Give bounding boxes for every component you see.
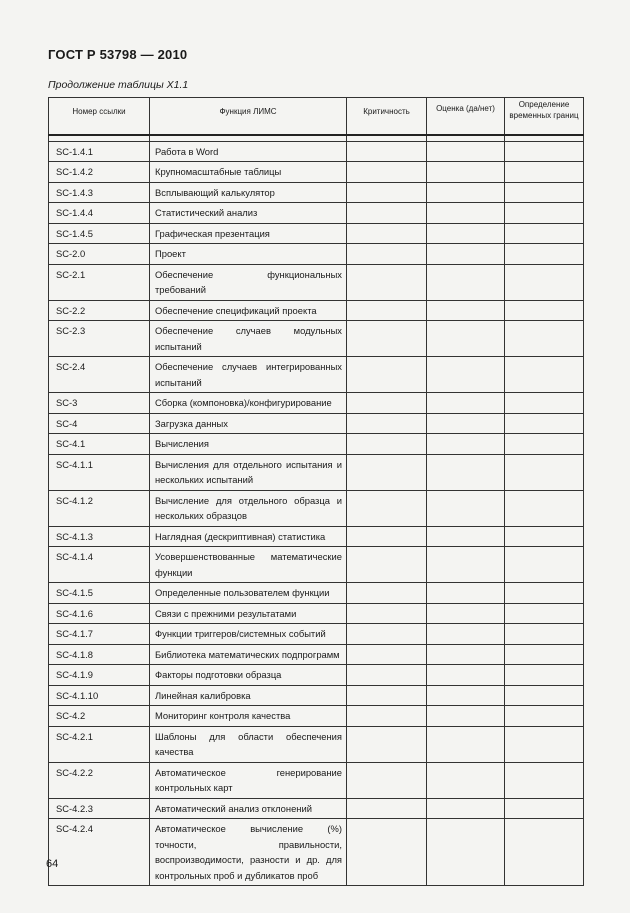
criticality-cell <box>347 223 427 244</box>
assessment-cell <box>427 583 505 604</box>
ref-cell: SC-4.1.2 <box>49 490 150 526</box>
assessment-cell <box>427 644 505 665</box>
ref-cell: SC-3 <box>49 393 150 414</box>
criticality-cell <box>347 665 427 686</box>
assessment-cell <box>427 244 505 265</box>
ref-cell: SC-2.4 <box>49 357 150 393</box>
table-row <box>49 300 584 321</box>
table-row <box>49 264 584 300</box>
criticality-cell <box>347 526 427 547</box>
table-row <box>49 798 584 819</box>
assessment-cell <box>427 547 505 583</box>
column-header-assessment: Оценка (да/нет) <box>427 98 505 135</box>
time-limits-cell <box>505 162 584 183</box>
time-limits-cell <box>505 583 584 604</box>
time-limits-cell <box>505 762 584 798</box>
table-row <box>49 706 584 727</box>
table-row <box>49 644 584 665</box>
assessment-cell <box>427 624 505 645</box>
table-row <box>49 203 584 224</box>
function-cell: Связи с прежними результатами <box>150 603 347 624</box>
table-header-row <box>49 98 584 135</box>
ref-cell: SC-2.2 <box>49 300 150 321</box>
ref-cell: SC-4.1.6 <box>49 603 150 624</box>
table-row <box>49 357 584 393</box>
assessment-cell <box>427 454 505 490</box>
function-cell: Определенные пользователем функции <box>150 583 347 604</box>
column-header-time-limits: Определение временных границ <box>505 98 584 135</box>
table-row <box>49 434 584 455</box>
ref-cell: SC-1.4.2 <box>49 162 150 183</box>
function-cell: Наглядная (дескриптивная) статистика <box>150 526 347 547</box>
assessment-cell <box>427 685 505 706</box>
page-number: 64 <box>46 858 59 870</box>
time-limits-cell <box>505 644 584 665</box>
time-limits-cell <box>505 264 584 300</box>
ref-cell: SC-4.2.2 <box>49 762 150 798</box>
time-limits-cell <box>505 547 584 583</box>
table-row <box>49 244 584 265</box>
table-row <box>49 665 584 686</box>
function-cell: Графическая презентация <box>150 223 347 244</box>
assessment-cell <box>427 798 505 819</box>
time-limits-cell <box>505 726 584 762</box>
assessment-cell <box>427 603 505 624</box>
ref-cell: SC-4.1.3 <box>49 526 150 547</box>
table-row <box>49 624 584 645</box>
function-cell: Обеспечение спецификаций проекта <box>150 300 347 321</box>
table-row <box>49 726 584 762</box>
ref-cell: SC-4 <box>49 413 150 434</box>
ref-cell: SC-4.2.4 <box>49 819 150 886</box>
criticality-cell <box>347 393 427 414</box>
time-limits-cell <box>505 454 584 490</box>
time-limits-cell <box>505 244 584 265</box>
criticality-cell <box>347 141 427 162</box>
criticality-cell <box>347 490 427 526</box>
function-cell: Шаблоны для области обеспечения качества <box>150 726 347 762</box>
criticality-cell <box>347 726 427 762</box>
table-row <box>49 583 584 604</box>
assessment-cell <box>427 490 505 526</box>
function-cell: Вычисление для отдельного образца и нескольких образцов <box>150 490 347 526</box>
ref-cell: SC-4.1.8 <box>49 644 150 665</box>
time-limits-cell <box>505 526 584 547</box>
table-row <box>49 393 584 414</box>
assessment-cell <box>427 357 505 393</box>
ref-cell: SC-4.1.4 <box>49 547 150 583</box>
ref-cell: SC-1.4.4 <box>49 203 150 224</box>
criticality-cell <box>347 454 427 490</box>
time-limits-cell <box>505 321 584 357</box>
column-header-ref: Номер ссылки <box>49 98 150 135</box>
assessment-cell <box>427 321 505 357</box>
function-cell: Автоматическое генерирование контрольных карт <box>150 762 347 798</box>
criticality-cell <box>347 798 427 819</box>
table-row <box>49 603 584 624</box>
assessment-cell <box>427 665 505 686</box>
function-cell: Работа в Word <box>150 141 347 162</box>
ref-cell: SC-4.2 <box>49 706 150 727</box>
criticality-cell <box>347 603 427 624</box>
time-limits-cell <box>505 223 584 244</box>
criticality-cell <box>347 685 427 706</box>
document-header: ГОСТ Р 53798 — 2010 <box>48 47 188 62</box>
ref-cell: SC-4.2.1 <box>49 726 150 762</box>
ref-cell: SC-4.1 <box>49 434 150 455</box>
assessment-cell <box>427 413 505 434</box>
ref-cell: SC-1.4.5 <box>49 223 150 244</box>
ref-cell: SC-4.2.3 <box>49 798 150 819</box>
function-cell: Крупномасштабные таблицы <box>150 162 347 183</box>
assessment-cell <box>427 434 505 455</box>
function-cell: Факторы подготовки образца <box>150 665 347 686</box>
assessment-cell <box>427 162 505 183</box>
time-limits-cell <box>505 203 584 224</box>
function-cell: Усовершенствованные математические функции <box>150 547 347 583</box>
time-limits-cell <box>505 685 584 706</box>
column-header-function: Функция ЛИМС <box>150 98 347 135</box>
time-limits-cell <box>505 357 584 393</box>
lims-table <box>48 97 584 886</box>
assessment-cell <box>427 300 505 321</box>
ref-cell: SC-2.0 <box>49 244 150 265</box>
assessment-cell <box>427 182 505 203</box>
criticality-cell <box>347 819 427 886</box>
criticality-cell <box>347 162 427 183</box>
time-limits-cell <box>505 413 584 434</box>
ref-cell: SC-2.1 <box>49 264 150 300</box>
time-limits-cell <box>505 434 584 455</box>
assessment-cell <box>427 819 505 886</box>
function-cell: Сборка (компоновка)/конфигурирование <box>150 393 347 414</box>
criticality-cell <box>347 244 427 265</box>
function-cell: Обеспечение случаев интегрированных испытаний <box>150 357 347 393</box>
criticality-cell <box>347 624 427 645</box>
time-limits-cell <box>505 624 584 645</box>
assessment-cell <box>427 203 505 224</box>
table-caption: Продолжение таблицы Х1.1 <box>48 79 189 91</box>
function-cell: Мониторинг контроля качества <box>150 706 347 727</box>
criticality-cell <box>347 762 427 798</box>
table-row <box>49 321 584 357</box>
column-header-criticality: Критичность <box>347 98 427 135</box>
ref-cell: SC-4.1.1 <box>49 454 150 490</box>
time-limits-cell <box>505 141 584 162</box>
function-cell: Обеспечение случаев модульных испытаний <box>150 321 347 357</box>
criticality-cell <box>347 203 427 224</box>
criticality-cell <box>347 644 427 665</box>
function-cell: Проект <box>150 244 347 265</box>
assessment-cell <box>427 726 505 762</box>
table-row <box>49 547 584 583</box>
time-limits-cell <box>505 798 584 819</box>
criticality-cell <box>347 413 427 434</box>
assessment-cell <box>427 141 505 162</box>
function-cell: Библиотека математических подпрограмм <box>150 644 347 665</box>
time-limits-cell <box>505 665 584 686</box>
function-cell: Загрузка данных <box>150 413 347 434</box>
criticality-cell <box>347 300 427 321</box>
function-cell: Автоматический анализ отклонений <box>150 798 347 819</box>
time-limits-cell <box>505 182 584 203</box>
function-cell: Всплывающий калькулятор <box>150 182 347 203</box>
table-row <box>49 182 584 203</box>
table-row <box>49 685 584 706</box>
criticality-cell <box>347 264 427 300</box>
table-row <box>49 413 584 434</box>
time-limits-cell <box>505 603 584 624</box>
ref-cell: SC-4.1.10 <box>49 685 150 706</box>
time-limits-cell <box>505 819 584 886</box>
criticality-cell <box>347 583 427 604</box>
time-limits-cell <box>505 300 584 321</box>
assessment-cell <box>427 223 505 244</box>
criticality-cell <box>347 357 427 393</box>
table-row <box>49 454 584 490</box>
criticality-cell <box>347 182 427 203</box>
criticality-cell <box>347 547 427 583</box>
function-cell: Вычисления <box>150 434 347 455</box>
assessment-cell <box>427 526 505 547</box>
function-cell: Функции триггеров/системных событий <box>150 624 347 645</box>
table-body <box>49 135 584 886</box>
table-row <box>49 490 584 526</box>
ref-cell: SC-4.1.7 <box>49 624 150 645</box>
ref-cell: SC-2.3 <box>49 321 150 357</box>
ref-cell: SC-4.1.5 <box>49 583 150 604</box>
table-row <box>49 162 584 183</box>
time-limits-cell <box>505 490 584 526</box>
ref-cell: SC-1.4.3 <box>49 182 150 203</box>
time-limits-cell <box>505 393 584 414</box>
function-cell: Линейная калибровка <box>150 685 347 706</box>
function-cell: Автоматическое вычисление (%) точности, правильности, воспроизводимости, разности и др. для контрольных проб и дубликатов проб <box>150 819 347 886</box>
function-cell: Обеспечение функциональных требований <box>150 264 347 300</box>
assessment-cell <box>427 762 505 798</box>
criticality-cell <box>347 321 427 357</box>
time-limits-cell <box>505 706 584 727</box>
ref-cell: SC-4.1.9 <box>49 665 150 686</box>
criticality-cell <box>347 434 427 455</box>
function-cell: Вычисления для отдельного испытания и нескольких испытаний <box>150 454 347 490</box>
assessment-cell <box>427 393 505 414</box>
function-cell: Статистический анализ <box>150 203 347 224</box>
table-row <box>49 141 584 162</box>
ref-cell: SC-1.4.1 <box>49 141 150 162</box>
table-row <box>49 819 584 886</box>
table-row <box>49 526 584 547</box>
assessment-cell <box>427 264 505 300</box>
criticality-cell <box>347 706 427 727</box>
assessment-cell <box>427 706 505 727</box>
table-row <box>49 762 584 798</box>
table-row <box>49 223 584 244</box>
